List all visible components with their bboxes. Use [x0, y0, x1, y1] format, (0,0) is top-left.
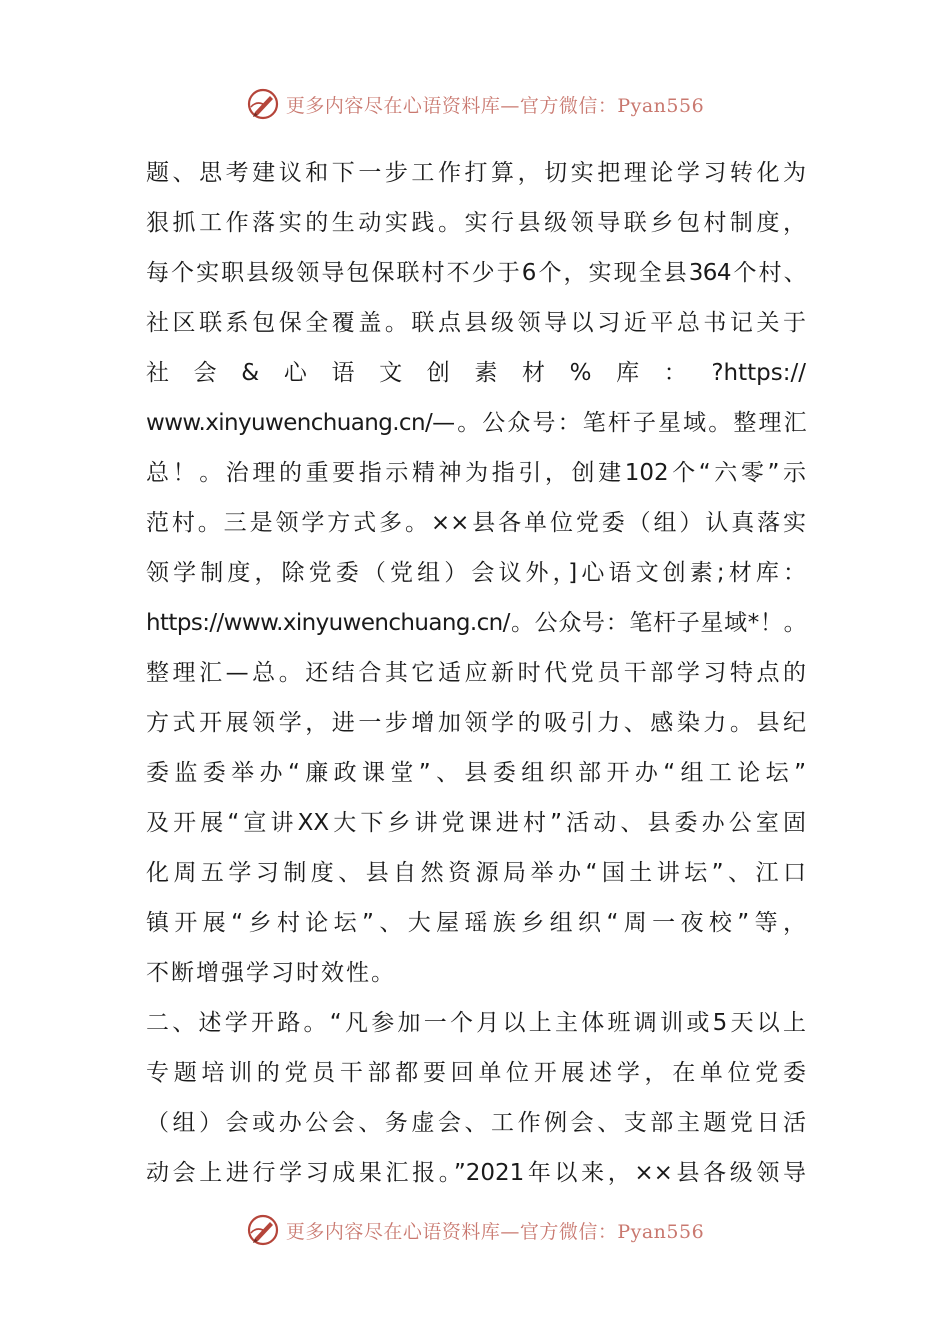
body-line: （组）会或办公会、务虚会、工作例会、支部主题党日活 [146, 1110, 806, 1136]
body-line: 范村。三是领学方式多。××县各单位党委（组）认真落实 [146, 510, 806, 536]
body-line: 每个实职县级领导包保联村不少于6个，实现全县364个村、 [146, 260, 806, 286]
body-line: 题、思考建议和下一步工作打算，切实把理论学习转化为 [146, 160, 806, 186]
header-watermark [0, 84, 950, 124]
body-line: 及开展“宣讲XX大下乡讲党课进村”活动、县委办公室固 [146, 810, 806, 836]
body-line: www.xinyuwenchuang.cn/—。公众号：笔杆子星域。整理汇 [146, 410, 806, 436]
footer-watermark [0, 1210, 950, 1250]
pen-logo-icon [246, 87, 280, 121]
body-line: 整理汇—总。还结合其它适应新时代党员干部学习特点的 [146, 660, 806, 686]
body-line: 专题培训的党员干部都要回单位开展述学，在单位党委 [146, 1060, 806, 1086]
body-line: 不断增强学习时效性。 [146, 960, 396, 986]
body-line: 化周五学习制度、县自然资源局举办“国土讲坛”、江口 [146, 860, 806, 886]
pen-logo-icon [246, 1213, 280, 1247]
body-line: 总！。治理的重要指示精神为指引，创建102个“六零”示 [146, 460, 806, 486]
body-line: 委监委举办“廉政课堂”、县委组织部开办“组工论坛” [146, 760, 806, 786]
body-line: 社区联系包保全覆盖。联点县级领导以习近平总书记关于 [146, 310, 806, 336]
body-line: https://www.xinyuwenchuang.cn/。公众号：笔杆子星域*！。 [146, 610, 806, 636]
header-watermark-text: 更多内容尽在心语资料库—官方微信：Pyan556 [285, 94, 705, 117]
footer-watermark-text: 更多内容尽在心语资料库—官方微信：Pyan556 [285, 1220, 705, 1243]
body-line: 方式开展领学，进一步增加领学的吸引力、感染力。县纪 [146, 710, 806, 736]
document-body [146, 148, 806, 1198]
body-line: 二、述学开路。“凡参加一个月以上主体班调训或5天以上 [146, 1010, 806, 1036]
body-line: 领学制度，除党委（党组）会议外，]心语文创素;材库： [146, 560, 806, 586]
body-line: 社会&心语文创素材%库：?https:// [146, 360, 806, 386]
body-line: 镇开展“乡村论坛”、大屋瑶族乡组织“周一夜校”等， [146, 910, 806, 936]
body-line: 动会上进行学习成果汇报。”2021年以来，××县各级领导 [146, 1160, 806, 1186]
body-line: 狠抓工作落实的生动实践。实行县级领导联乡包村制度， [146, 210, 806, 236]
